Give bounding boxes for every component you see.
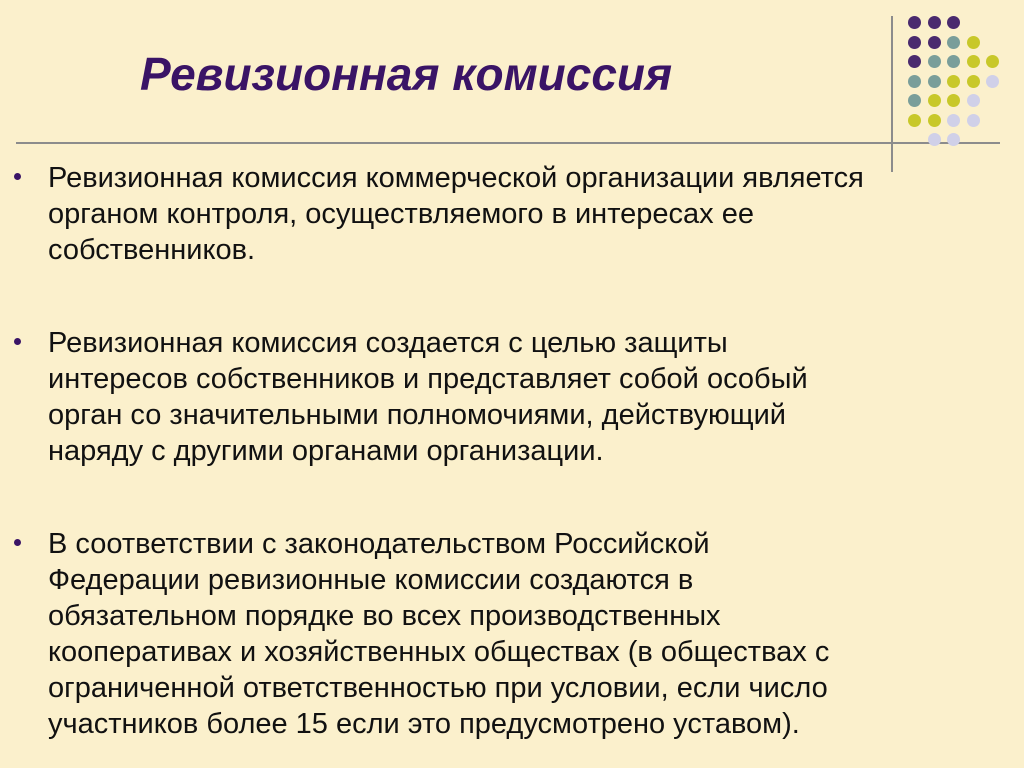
decorative-dot bbox=[947, 114, 960, 127]
decorative-dot bbox=[908, 75, 921, 88]
decorative-dot bbox=[947, 133, 960, 146]
decorative-dot bbox=[908, 55, 921, 68]
decorative-dot bbox=[908, 36, 921, 49]
decorative-dot bbox=[928, 16, 941, 29]
decorative-dot bbox=[947, 16, 960, 29]
bullet-2-line: орган со значительными полномочиями, действующий bbox=[48, 399, 786, 431]
decorative-dot bbox=[928, 94, 941, 107]
bullet-3-line: В соответствии с законодательством Российской bbox=[48, 528, 710, 560]
decorative-dot bbox=[986, 55, 999, 68]
decorative-dot bbox=[947, 75, 960, 88]
bullet-paragraph-2 bbox=[48, 325, 1008, 469]
bullet-2-line: Ревизионная комиссия создается с целью защиты bbox=[48, 327, 728, 359]
decorative-dot bbox=[967, 55, 980, 68]
bullet-3-line: кооперативах и хозяйственных обществах (в обществах с bbox=[48, 636, 830, 668]
bullet-point-icon bbox=[14, 539, 21, 546]
bullet-3-line: ограниченной ответственностью при условии, если число bbox=[48, 672, 828, 704]
decorative-dot bbox=[928, 75, 941, 88]
bullet-3-line: участников более 15 если это предусмотрено уставом). bbox=[48, 708, 800, 740]
decorative-dot bbox=[908, 16, 921, 29]
decorative-dot bbox=[908, 94, 921, 107]
decorative-dot bbox=[928, 133, 941, 146]
decorative-dot bbox=[908, 114, 921, 127]
bullet-3-line: Федерации ревизионные комиссии создаются в bbox=[48, 564, 694, 596]
bullet-point-icon bbox=[14, 338, 21, 345]
decorative-dot bbox=[928, 114, 941, 127]
bullet-paragraph-3 bbox=[48, 526, 1008, 742]
decorative-dot bbox=[928, 36, 941, 49]
bullet-2-line: наряду с другими органами организации. bbox=[48, 435, 604, 467]
decorative-dot bbox=[928, 55, 941, 68]
bullet-point-icon bbox=[14, 173, 21, 180]
horizontal-divider-line bbox=[16, 142, 1000, 144]
bullet-paragraph-1 bbox=[48, 160, 1008, 268]
decorative-dot bbox=[967, 94, 980, 107]
bullet-1-line: собственников. bbox=[48, 234, 256, 266]
decorative-dot bbox=[986, 75, 999, 88]
decorative-dot bbox=[967, 75, 980, 88]
decorative-dot bbox=[947, 36, 960, 49]
bullet-2-line: интересов собственников и представляет собой особый bbox=[48, 363, 808, 395]
decorative-dot bbox=[947, 94, 960, 107]
bullet-1-line: органом контроля, осуществляемого в интересах ее bbox=[48, 198, 754, 230]
bullet-1-line: Ревизионная комиссия коммерческой организации является bbox=[48, 162, 864, 194]
vertical-divider-line bbox=[891, 16, 893, 172]
decorative-dot bbox=[947, 55, 960, 68]
decorative-dot bbox=[967, 36, 980, 49]
decorative-dot bbox=[967, 114, 980, 127]
slide-title: Ревизионная комиссия bbox=[140, 48, 673, 100]
bullet-3-line: обязательном порядке во всех производственных bbox=[48, 600, 721, 632]
